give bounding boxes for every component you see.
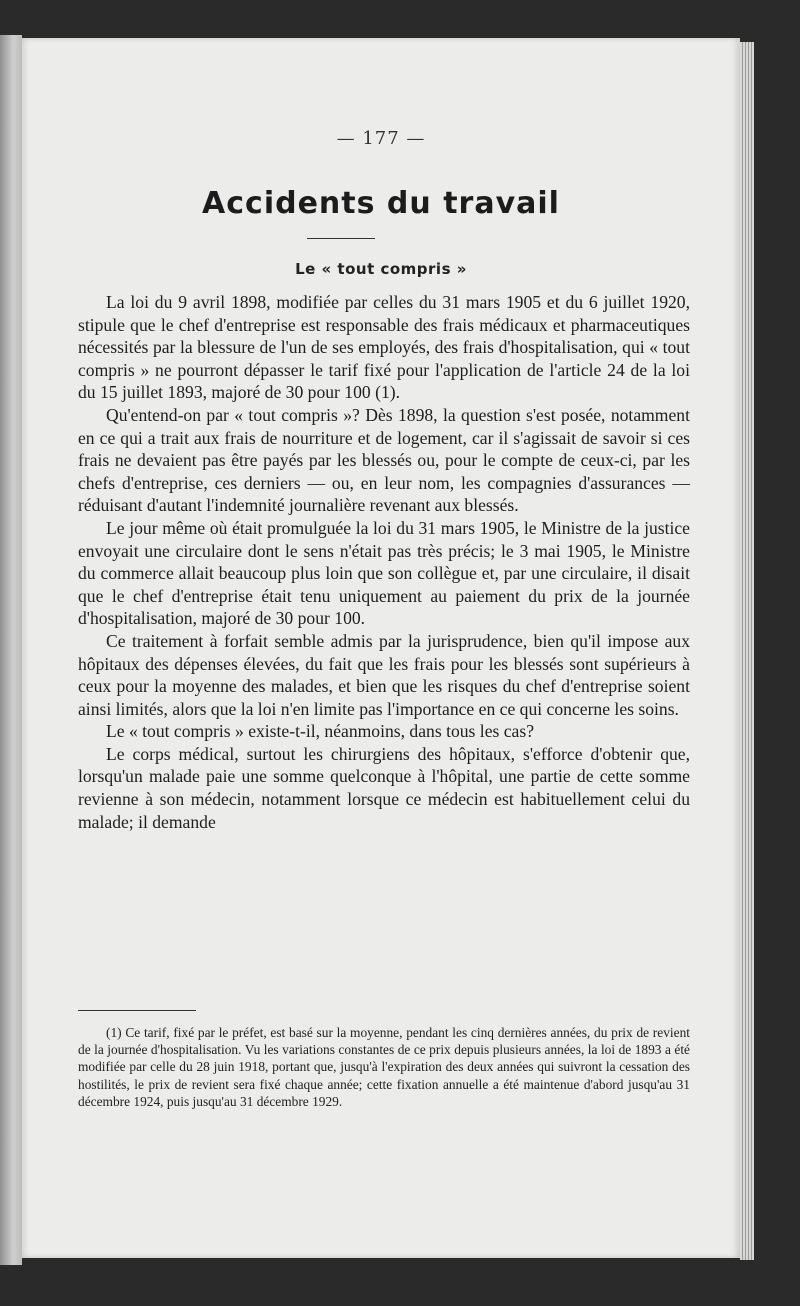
- body-text: [78, 291, 690, 833]
- page-number: — 177 —: [336, 128, 426, 149]
- paragraph-1: La loi du 9 avril 1898, modifiée par celles du 31 mars 1905 et du 6 juillet 1920, stipule que le chef d'entreprise est responsable des frais médicaux et pharmaceutiques nécessités par la blessure de l'un de ses employés, des frais d'hospitalisation, qui « tout compris » ne pourront dépasser le tarif fixé pour l'application de l'article 24 de la loi du 15 juillet 1893, majoré de 30 pour 100 (1).: [78, 292, 690, 403]
- footnote: [78, 1024, 690, 1110]
- book-page: [22, 38, 740, 1258]
- section-heading: Le « tout compris »: [295, 260, 467, 278]
- paragraph-5: Le « tout compris » existe-t-il, néanmoins, dans tous les cas?: [106, 721, 535, 742]
- page-stack-edge: [740, 42, 754, 1260]
- paragraph-2: Qu'entend-on par « tout compris »? Dès 1898, la question s'est posée, notamment en ce qui a trait aux frais de nourriture et de logement, car il s'agissait de savoir si ces frais ne devaient pas être payés par les blessés ou, pour le compte de ceux-ci, par les chefs d'entreprise, ces derniers — ou, en leur nom, les compagnies d'assurances — réduisant d'autant l'indemnité journalière revenant aux blessés.: [78, 404, 690, 516]
- paragraph-6: Le corps médical, surtout les chirurgiens des hôpitaux, s'efforce d'obtenir que, lorsqu'un malade paie une somme quelconque à l'hôpital, une partie de cette somme revienne à son médecin, notamment lorsque ce médecin est habituellement celui du malade; il demande: [78, 743, 690, 832]
- paragraph-3: Le jour même où était promulguée la loi du 31 mars 1905, le Ministre de la justice envoyait une circulaire dont le sens n'était pas très précis; le 3 mai 1905, le Ministre du commerce allait beaucoup plus loin que son collègue et, par une circulaire, il disait que le chef d'entreprise était tenu uniquement au paiement du prix de la journée d'hospitalisation, majoré de 30 pour 100.: [78, 517, 690, 629]
- facing-page-edge: [0, 35, 22, 1265]
- paragraph-4: Ce traitement à forfait semble admis par la jurisprudence, bien qu'il impose aux hôpitaux des dépenses élevées, du fait que les frais pour les blessés sont supérieurs à ceux pour la moyenne des malades, et bien que les risques du chef d'entreprise soient ainsi limités, alors que la loi n'en limite pas l'importance en ce qui concerne les soins.: [78, 630, 690, 719]
- title-divider: [307, 238, 375, 239]
- footnote-text: (1) Ce tarif, fixé par le préfet, est basé sur la moyenne, pendant les cinq dernières années, du prix de revient de la journée d'hospitalisation. Vu les variations constantes de ce prix depuis plusieurs années, la loi de 1893 a été modifiée par celle du 28 juin 1918, portant que, jusqu'à l'expiration des deux années qui suivront la cessation des hostilités, le prix de revient sera fixé chaque année; cette fixation annuelle a été maintenue d'abord jusqu'au 31 décembre 1924, puis jusqu'au 31 décembre 1929.: [78, 1025, 690, 1109]
- footnote-divider: [78, 1010, 196, 1011]
- chapter-title: Accidents du travail: [202, 186, 560, 221]
